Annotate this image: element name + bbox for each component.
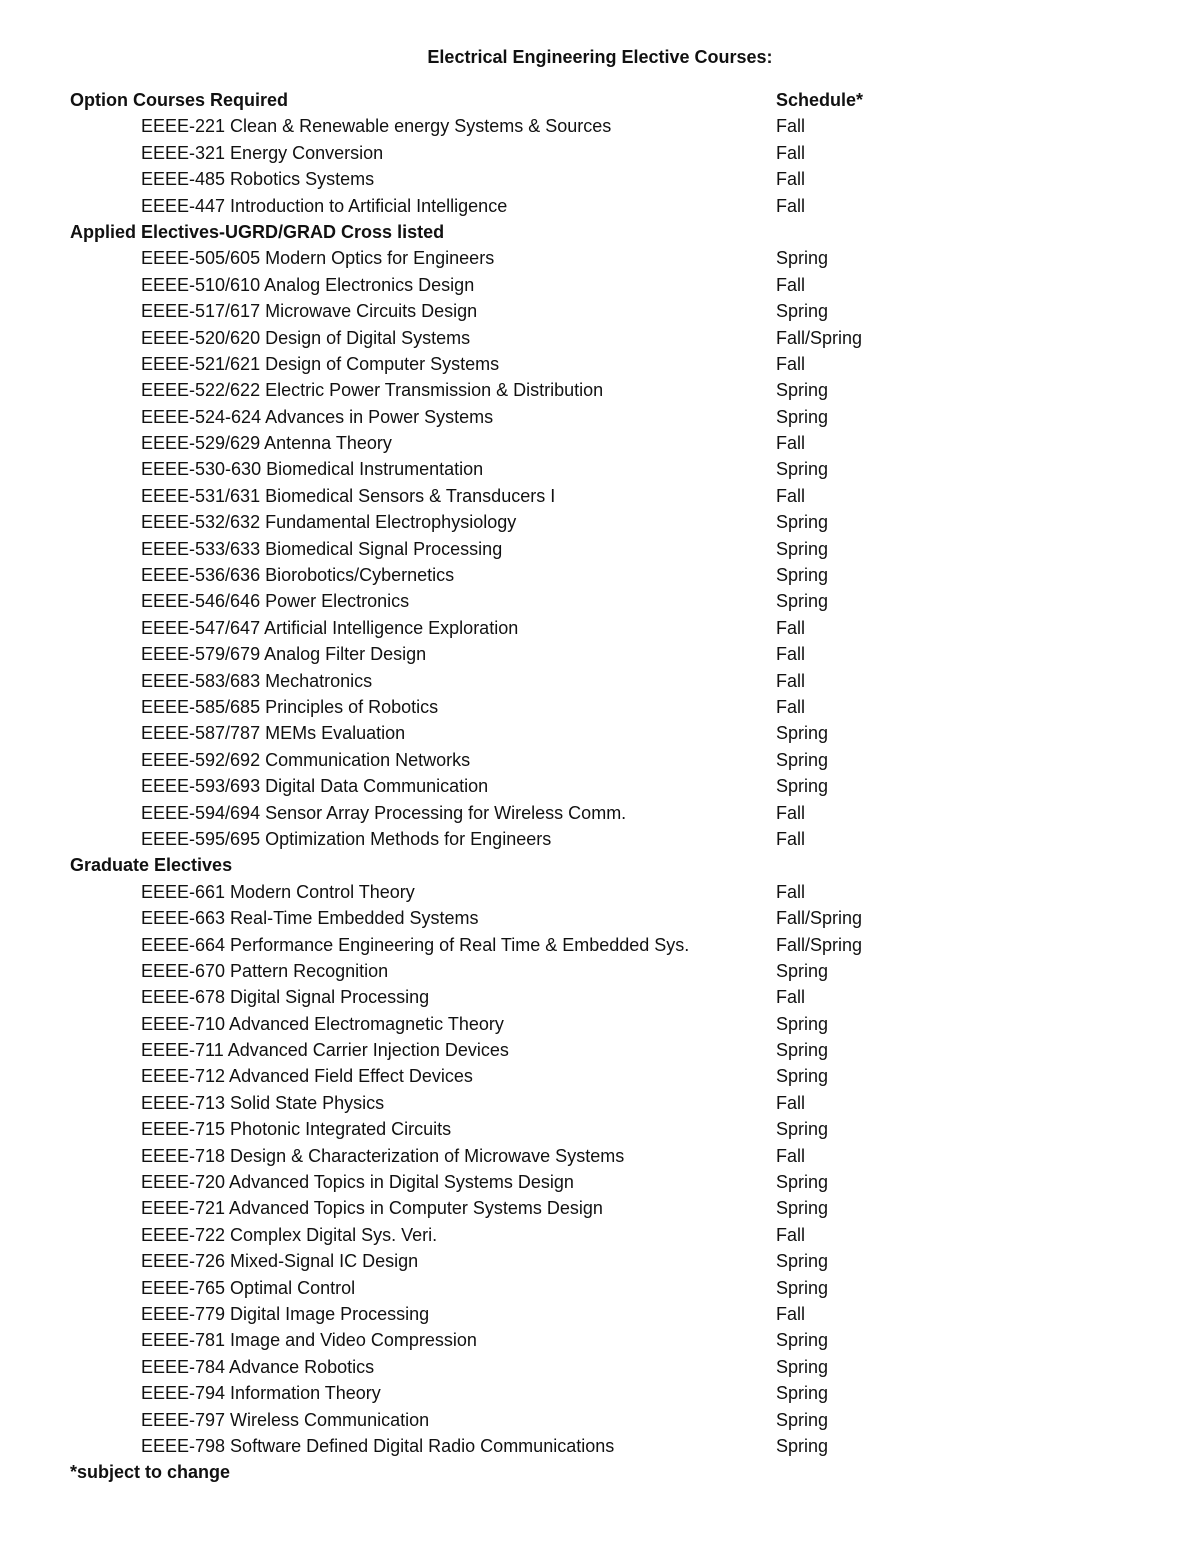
course-name: EEEE-592/692 Communication Networks <box>141 749 471 770</box>
footnote: *subject to change <box>70 1462 231 1483</box>
course-schedule: Spring <box>776 459 829 480</box>
course-row <box>70 773 1170 799</box>
course-row <box>70 562 1170 588</box>
course-schedule: Fall <box>776 485 806 506</box>
course-row <box>70 1407 1170 1433</box>
course-name: EEEE-529/629 Antenna Theory <box>141 433 392 454</box>
course-row <box>70 1143 1170 1169</box>
course-row <box>70 245 1170 271</box>
course-name: EEEE-533/633 Biomedical Signal Processing <box>141 538 503 559</box>
course-schedule: Fall <box>776 433 806 454</box>
course-name: EEEE-765 Optimal Control <box>141 1277 356 1298</box>
course-name: EEEE-721 Advanced Topics in Computer Systems Design <box>141 1198 603 1219</box>
course-schedule: Fall <box>776 195 806 216</box>
course-schedule: Spring <box>776 960 829 981</box>
course-row <box>70 1011 1170 1037</box>
course-row <box>70 879 1170 905</box>
course-schedule: Fall <box>776 142 806 163</box>
course-row <box>70 404 1170 430</box>
course-row <box>70 1116 1170 1142</box>
course-row <box>70 351 1170 377</box>
course-schedule: Spring <box>776 1172 829 1193</box>
section-heading-label: Option Courses Required <box>70 90 289 110</box>
course-schedule: Spring <box>776 723 829 744</box>
course-schedule: Fall <box>776 617 806 638</box>
course-row <box>70 193 1170 219</box>
course-name: EEEE-579/679 Analog Filter Design <box>141 644 427 665</box>
course-row <box>70 588 1170 614</box>
course-row <box>70 272 1170 298</box>
course-row <box>70 1063 1170 1089</box>
course-name: EEEE-664 Performance Engineering of Real Time & Embedded Sys. <box>141 934 690 955</box>
course-schedule: Fall <box>776 881 806 902</box>
course-schedule: Spring <box>776 538 829 559</box>
course-row <box>70 325 1170 351</box>
course-row <box>70 1380 1170 1406</box>
course-schedule: Fall <box>776 644 806 665</box>
course-name: EEEE-521/621 Design of Computer Systems <box>141 353 500 374</box>
course-schedule: Fall <box>776 274 806 295</box>
course-schedule: Spring <box>776 591 829 612</box>
course-list <box>70 87 1170 1486</box>
course-schedule: Fall <box>776 802 806 823</box>
course-row <box>70 509 1170 535</box>
course-schedule: Spring <box>776 749 829 770</box>
course-row <box>70 694 1170 720</box>
course-row <box>70 1275 1170 1301</box>
course-row <box>70 615 1170 641</box>
course-row <box>70 641 1170 667</box>
course-name: EEEE-712 Advanced Field Effect Devices <box>141 1066 473 1087</box>
course-row <box>70 1222 1170 1248</box>
course-schedule: Fall <box>776 828 806 849</box>
course-name: EEEE-594/694 Sensor Array Processing for Wireless Comm. <box>141 802 627 823</box>
course-name: EEEE-447 Introduction to Artificial Intelligence <box>141 195 508 216</box>
course-row <box>70 747 1170 773</box>
course-row <box>70 1301 1170 1327</box>
course-schedule: Spring <box>776 1383 829 1404</box>
course-name: EEEE-532/632 Fundamental Electrophysiology <box>141 512 517 533</box>
course-name: EEEE-726 Mixed-Signal IC Design <box>141 1251 419 1272</box>
course-name: EEEE-510/610 Analog Electronics Design <box>141 274 475 295</box>
course-schedule: Fall <box>776 1224 806 1245</box>
course-name: EEEE-522/622 Electric Power Transmission & Distribution <box>141 380 604 401</box>
section-heading-label: Graduate Electives <box>70 855 233 876</box>
course-row <box>70 720 1170 746</box>
course-row <box>70 1195 1170 1221</box>
course-name: EEEE-593/693 Digital Data Communication <box>141 776 489 797</box>
course-name: EEEE-678 Digital Signal Processing <box>141 987 430 1008</box>
course-name: EEEE-530-630 Biomedical Instrumentation <box>141 459 484 480</box>
section-heading <box>70 219 1170 245</box>
course-name: EEEE-670 Pattern Recognition <box>141 960 389 981</box>
course-name: EEEE-797 Wireless Communication <box>141 1409 430 1430</box>
course-row <box>70 1037 1170 1063</box>
course-name: EEEE-531/631 Biomedical Sensors & Transducers I <box>141 485 556 506</box>
course-schedule: Spring <box>776 776 829 797</box>
course-name: EEEE-722 Complex Digital Sys. Veri. <box>141 1224 438 1245</box>
course-schedule: Spring <box>776 406 829 427</box>
course-row <box>70 668 1170 694</box>
course-row <box>70 140 1170 166</box>
course-row <box>70 1327 1170 1353</box>
course-schedule: Fall/Spring <box>776 327 863 348</box>
course-row <box>70 430 1170 456</box>
course-name: EEEE-710 Advanced Electromagnetic Theory <box>141 1013 504 1034</box>
course-name: EEEE-536/636 Biorobotics/Cybernetics <box>141 565 455 586</box>
course-row <box>70 113 1170 139</box>
course-schedule: Fall <box>776 169 806 190</box>
course-row <box>70 456 1170 482</box>
course-schedule: Spring <box>776 1409 829 1430</box>
course-schedule: Spring <box>776 565 829 586</box>
course-row <box>70 166 1170 192</box>
course-schedule: Fall <box>776 116 806 137</box>
course-name: EEEE-587/787 MEMs Evaluation <box>141 723 406 744</box>
course-schedule: Spring <box>776 512 829 533</box>
course-name: EEEE-524-624 Advances in Power Systems <box>141 406 494 427</box>
course-row <box>70 932 1170 958</box>
course-name: EEEE-781 Image and Video Compression <box>141 1330 477 1351</box>
course-name: EEEE-784 Advance Robotics <box>141 1356 375 1377</box>
course-schedule: Fall <box>776 1092 806 1113</box>
course-name: EEEE-713 Solid State Physics <box>141 1092 385 1113</box>
course-schedule: Fall/Spring <box>776 934 863 955</box>
course-row <box>70 536 1170 562</box>
section-heading-label: Applied Electives-UGRD/GRAD Cross listed <box>70 221 445 242</box>
course-name: EEEE-794 Information Theory <box>141 1383 381 1404</box>
course-name: EEEE-547/647 Artificial Intelligence Exploration <box>141 617 519 638</box>
page-title: Electrical Engineering Elective Courses: <box>427 47 773 67</box>
course-schedule: Fall <box>776 1145 806 1166</box>
course-schedule: Spring <box>776 1013 829 1034</box>
section-heading <box>70 852 1170 878</box>
course-row <box>70 1248 1170 1274</box>
course-name: EEEE-779 Digital Image Processing <box>141 1303 430 1324</box>
course-schedule: Fall <box>776 696 806 717</box>
course-schedule: Spring <box>776 1040 829 1061</box>
course-schedule: Spring <box>776 1066 829 1087</box>
course-name: EEEE-583/683 Mechatronics <box>141 670 373 691</box>
course-schedule: Spring <box>776 1330 829 1351</box>
course-row <box>70 984 1170 1010</box>
course-name: EEEE-595/695 Optimization Methods for Engineers <box>141 828 552 849</box>
course-name: EEEE-715 Photonic Integrated Circuits <box>141 1119 452 1140</box>
course-name: EEEE-517/617 Microwave Circuits Design <box>141 301 478 322</box>
course-schedule: Spring <box>776 1356 829 1377</box>
schedule-column-header: Schedule* <box>776 90 864 110</box>
course-schedule: Spring <box>776 380 829 401</box>
course-schedule: Fall <box>776 1303 806 1324</box>
course-row <box>70 1090 1170 1116</box>
course-schedule: Fall <box>776 670 806 691</box>
course-name: EEEE-505/605 Modern Optics for Engineers <box>141 248 495 269</box>
course-name: EEEE-718 Design & Characterization of Microwave Systems <box>141 1145 625 1166</box>
course-schedule: Spring <box>776 301 829 322</box>
course-row <box>70 800 1170 826</box>
course-schedule: Fall <box>776 353 806 374</box>
course-row <box>70 826 1170 852</box>
course-row <box>70 958 1170 984</box>
course-row <box>70 377 1170 403</box>
course-row <box>70 905 1170 931</box>
course-schedule: Fall/Spring <box>776 908 863 929</box>
course-row <box>70 1433 1170 1459</box>
course-row <box>70 298 1170 324</box>
course-name: EEEE-520/620 Design of Digital Systems <box>141 327 471 348</box>
course-name: EEEE-485 Robotics Systems <box>141 169 375 190</box>
course-schedule: Spring <box>776 1198 829 1219</box>
course-name: EEEE-798 Software Defined Digital Radio Communications <box>141 1435 615 1456</box>
course-name: EEEE-661 Modern Control Theory <box>141 881 415 902</box>
course-schedule: Spring <box>776 1119 829 1140</box>
section-heading <box>70 87 1170 113</box>
course-row <box>70 1169 1170 1195</box>
course-name: EEEE-221 Clean & Renewable energy Systems & Sources <box>141 116 612 137</box>
course-name: EEEE-711 Advanced Carrier Injection Devices <box>141 1040 509 1061</box>
course-name: EEEE-546/646 Power Electronics <box>141 591 410 612</box>
course-name: EEEE-585/685 Principles of Robotics <box>141 696 439 717</box>
course-schedule: Spring <box>776 1277 829 1298</box>
course-row <box>70 1354 1170 1380</box>
course-schedule: Spring <box>776 1435 829 1456</box>
course-schedule: Spring <box>776 1251 829 1272</box>
course-name: EEEE-720 Advanced Topics in Digital Systems Design <box>141 1172 574 1193</box>
course-name: EEEE-663 Real-Time Embedded Systems <box>141 908 479 929</box>
course-schedule: Fall <box>776 987 806 1008</box>
course-name: EEEE-321 Energy Conversion <box>141 142 384 163</box>
course-row <box>70 483 1170 509</box>
course-schedule: Spring <box>776 248 829 269</box>
